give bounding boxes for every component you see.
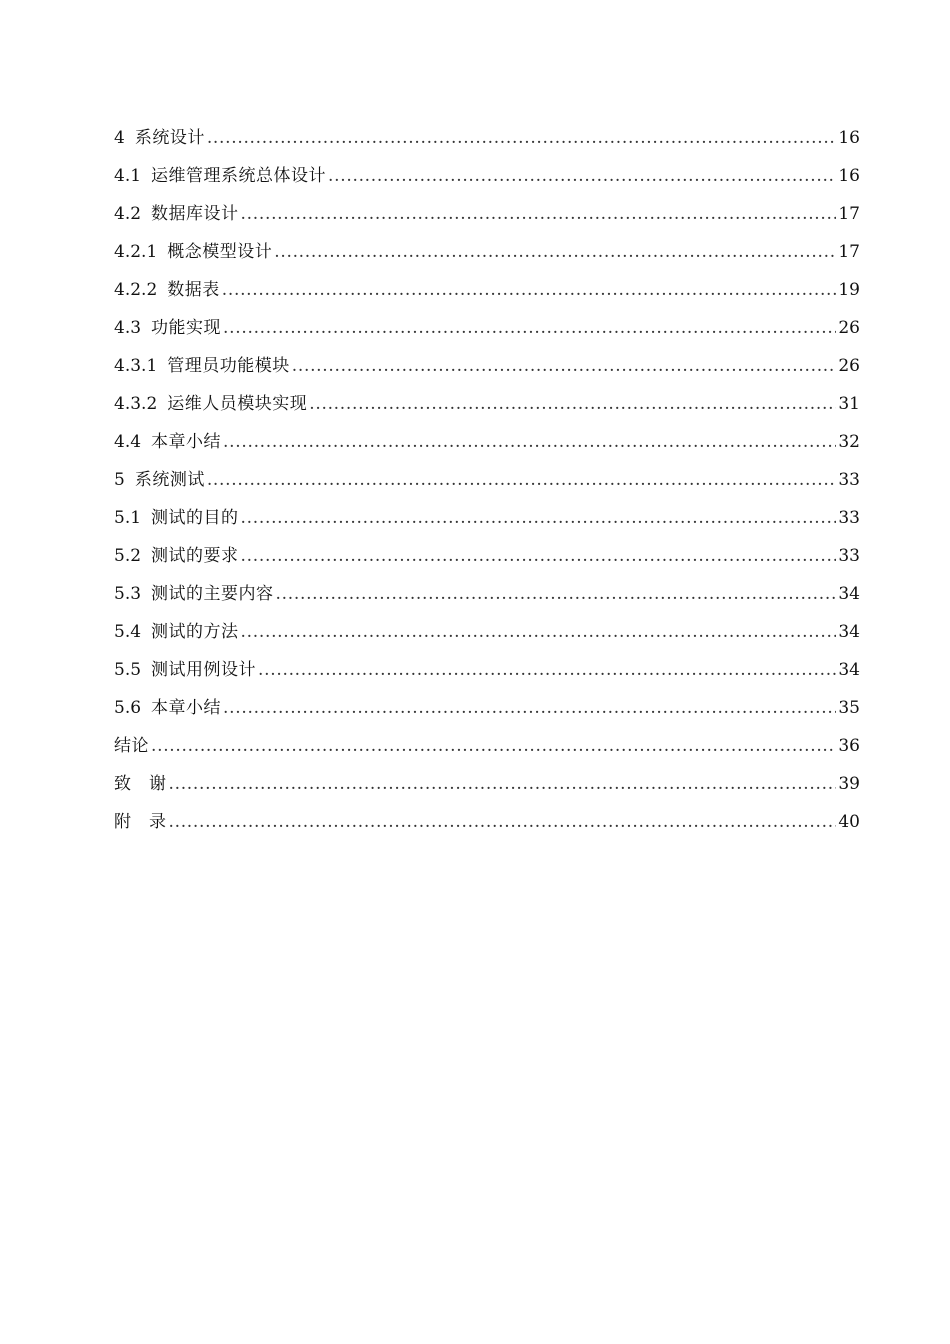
toc-entry[interactable] <box>114 195 860 233</box>
toc-entry-number: 4.2.1 <box>114 242 158 262</box>
toc-entry[interactable] <box>114 537 860 575</box>
toc-entry-title: 测试用例设计 <box>151 660 257 680</box>
toc-page-number: 33 <box>838 508 860 528</box>
toc-entry-number: 5.5 <box>114 660 142 680</box>
toc-page-number: 34 <box>838 584 860 604</box>
toc-page-number: 39 <box>838 774 860 794</box>
toc-page-number: 32 <box>838 432 860 452</box>
toc-dot-leader <box>309 385 836 423</box>
toc-dot-leader <box>223 309 836 347</box>
toc-page-number: 19 <box>838 280 860 300</box>
toc-dot-leader <box>241 195 837 233</box>
toc-entry[interactable] <box>114 423 860 461</box>
toc-entry-title: 系统测试 <box>134 470 205 490</box>
toc-entry[interactable] <box>114 309 860 347</box>
toc-entry-title: 测试的要求 <box>151 546 239 566</box>
toc-page-number: 16 <box>838 128 860 148</box>
toc-entry-number: 5.6 <box>114 698 142 718</box>
toc-entry-title: 附 录 <box>114 812 167 832</box>
toc-entry-number: 4.3 <box>114 318 142 338</box>
toc-entry-number: 4.3.1 <box>114 356 158 376</box>
toc-dot-leader <box>241 499 837 537</box>
toc-dot-leader <box>328 157 836 195</box>
toc-entry-number: 5.3 <box>114 584 142 604</box>
toc-entry[interactable] <box>114 119 860 157</box>
toc-entry-number: 5 <box>114 470 125 490</box>
toc-entry-title: 运维人员模块实现 <box>167 394 308 414</box>
toc-entry-title: 测试的方法 <box>151 622 239 642</box>
toc-dot-leader <box>274 233 836 271</box>
toc-page-number: 33 <box>838 546 860 566</box>
toc-page-number: 34 <box>838 622 860 642</box>
toc-page-number: 35 <box>838 698 860 718</box>
toc-entry-title: 本章小结 <box>151 698 222 718</box>
toc-dot-leader <box>241 537 837 575</box>
toc-page-number: 16 <box>838 166 860 186</box>
toc-page-number: 34 <box>838 660 860 680</box>
toc-entry[interactable] <box>114 575 860 613</box>
toc-dot-leader <box>222 271 837 309</box>
toc-page-number: 33 <box>838 470 860 490</box>
toc-entry-title: 功能实现 <box>151 318 222 338</box>
toc-page-number: 31 <box>838 394 860 414</box>
toc-entry-title: 概念模型设计 <box>167 242 273 262</box>
toc-entry-title: 测试的目的 <box>151 508 239 528</box>
toc-entry-title: 数据表 <box>167 280 220 300</box>
toc-entry[interactable] <box>114 689 860 727</box>
toc-entry[interactable] <box>114 499 860 537</box>
toc-entry-title: 测试的主要内容 <box>151 584 274 604</box>
toc-entry-number: 5.1 <box>114 508 142 528</box>
toc-page-number: 40 <box>838 812 860 832</box>
toc-entry-title: 系统设计 <box>134 128 205 148</box>
toc-dot-leader <box>151 727 836 765</box>
toc-entry-title: 结论 <box>114 736 149 756</box>
toc-entry-number: 4.2.2 <box>114 280 158 300</box>
toc-entry-title: 数据库设计 <box>151 204 239 224</box>
toc-entry[interactable] <box>114 347 860 385</box>
toc-entry[interactable] <box>114 461 860 499</box>
toc-entry-number: 4.2 <box>114 204 142 224</box>
toc-entry[interactable] <box>114 157 860 195</box>
toc-page-number: 26 <box>838 318 860 338</box>
toc-page-number: 36 <box>838 736 860 756</box>
toc-dot-leader <box>169 765 837 803</box>
toc-entry[interactable] <box>114 727 860 765</box>
toc-dot-leader <box>223 689 836 727</box>
toc-entry[interactable] <box>114 651 860 689</box>
toc-entry-number: 4 <box>114 128 125 148</box>
toc-page-number: 26 <box>838 356 860 376</box>
toc-dot-leader <box>207 461 837 499</box>
toc-entry[interactable] <box>114 233 860 271</box>
toc-entry[interactable] <box>114 803 860 841</box>
toc-entry[interactable] <box>114 765 860 803</box>
toc-entry-title: 管理员功能模块 <box>167 356 290 376</box>
toc-entry-title: 致 谢 <box>114 774 167 794</box>
toc-dot-leader <box>258 651 836 689</box>
toc-entry-number: 4.3.2 <box>114 394 158 414</box>
toc-dot-leader <box>223 423 836 461</box>
table-of-contents <box>114 119 860 841</box>
toc-entry[interactable] <box>114 385 860 423</box>
toc-entry[interactable] <box>114 271 860 309</box>
toc-dot-leader <box>207 119 837 157</box>
toc-page-number: 17 <box>838 242 860 262</box>
toc-entry-number: 4.1 <box>114 166 142 186</box>
toc-entry-number: 5.4 <box>114 622 142 642</box>
toc-dot-leader <box>241 613 837 651</box>
toc-entry-title: 运维管理系统总体设计 <box>151 166 327 186</box>
toc-entry-title: 本章小结 <box>151 432 222 452</box>
toc-entry-number: 5.2 <box>114 546 142 566</box>
toc-dot-leader <box>292 347 837 385</box>
toc-page-number: 17 <box>838 204 860 224</box>
toc-dot-leader <box>276 575 837 613</box>
toc-entry[interactable] <box>114 613 860 651</box>
toc-dot-leader <box>169 803 837 841</box>
toc-entry-number: 4.4 <box>114 432 142 452</box>
